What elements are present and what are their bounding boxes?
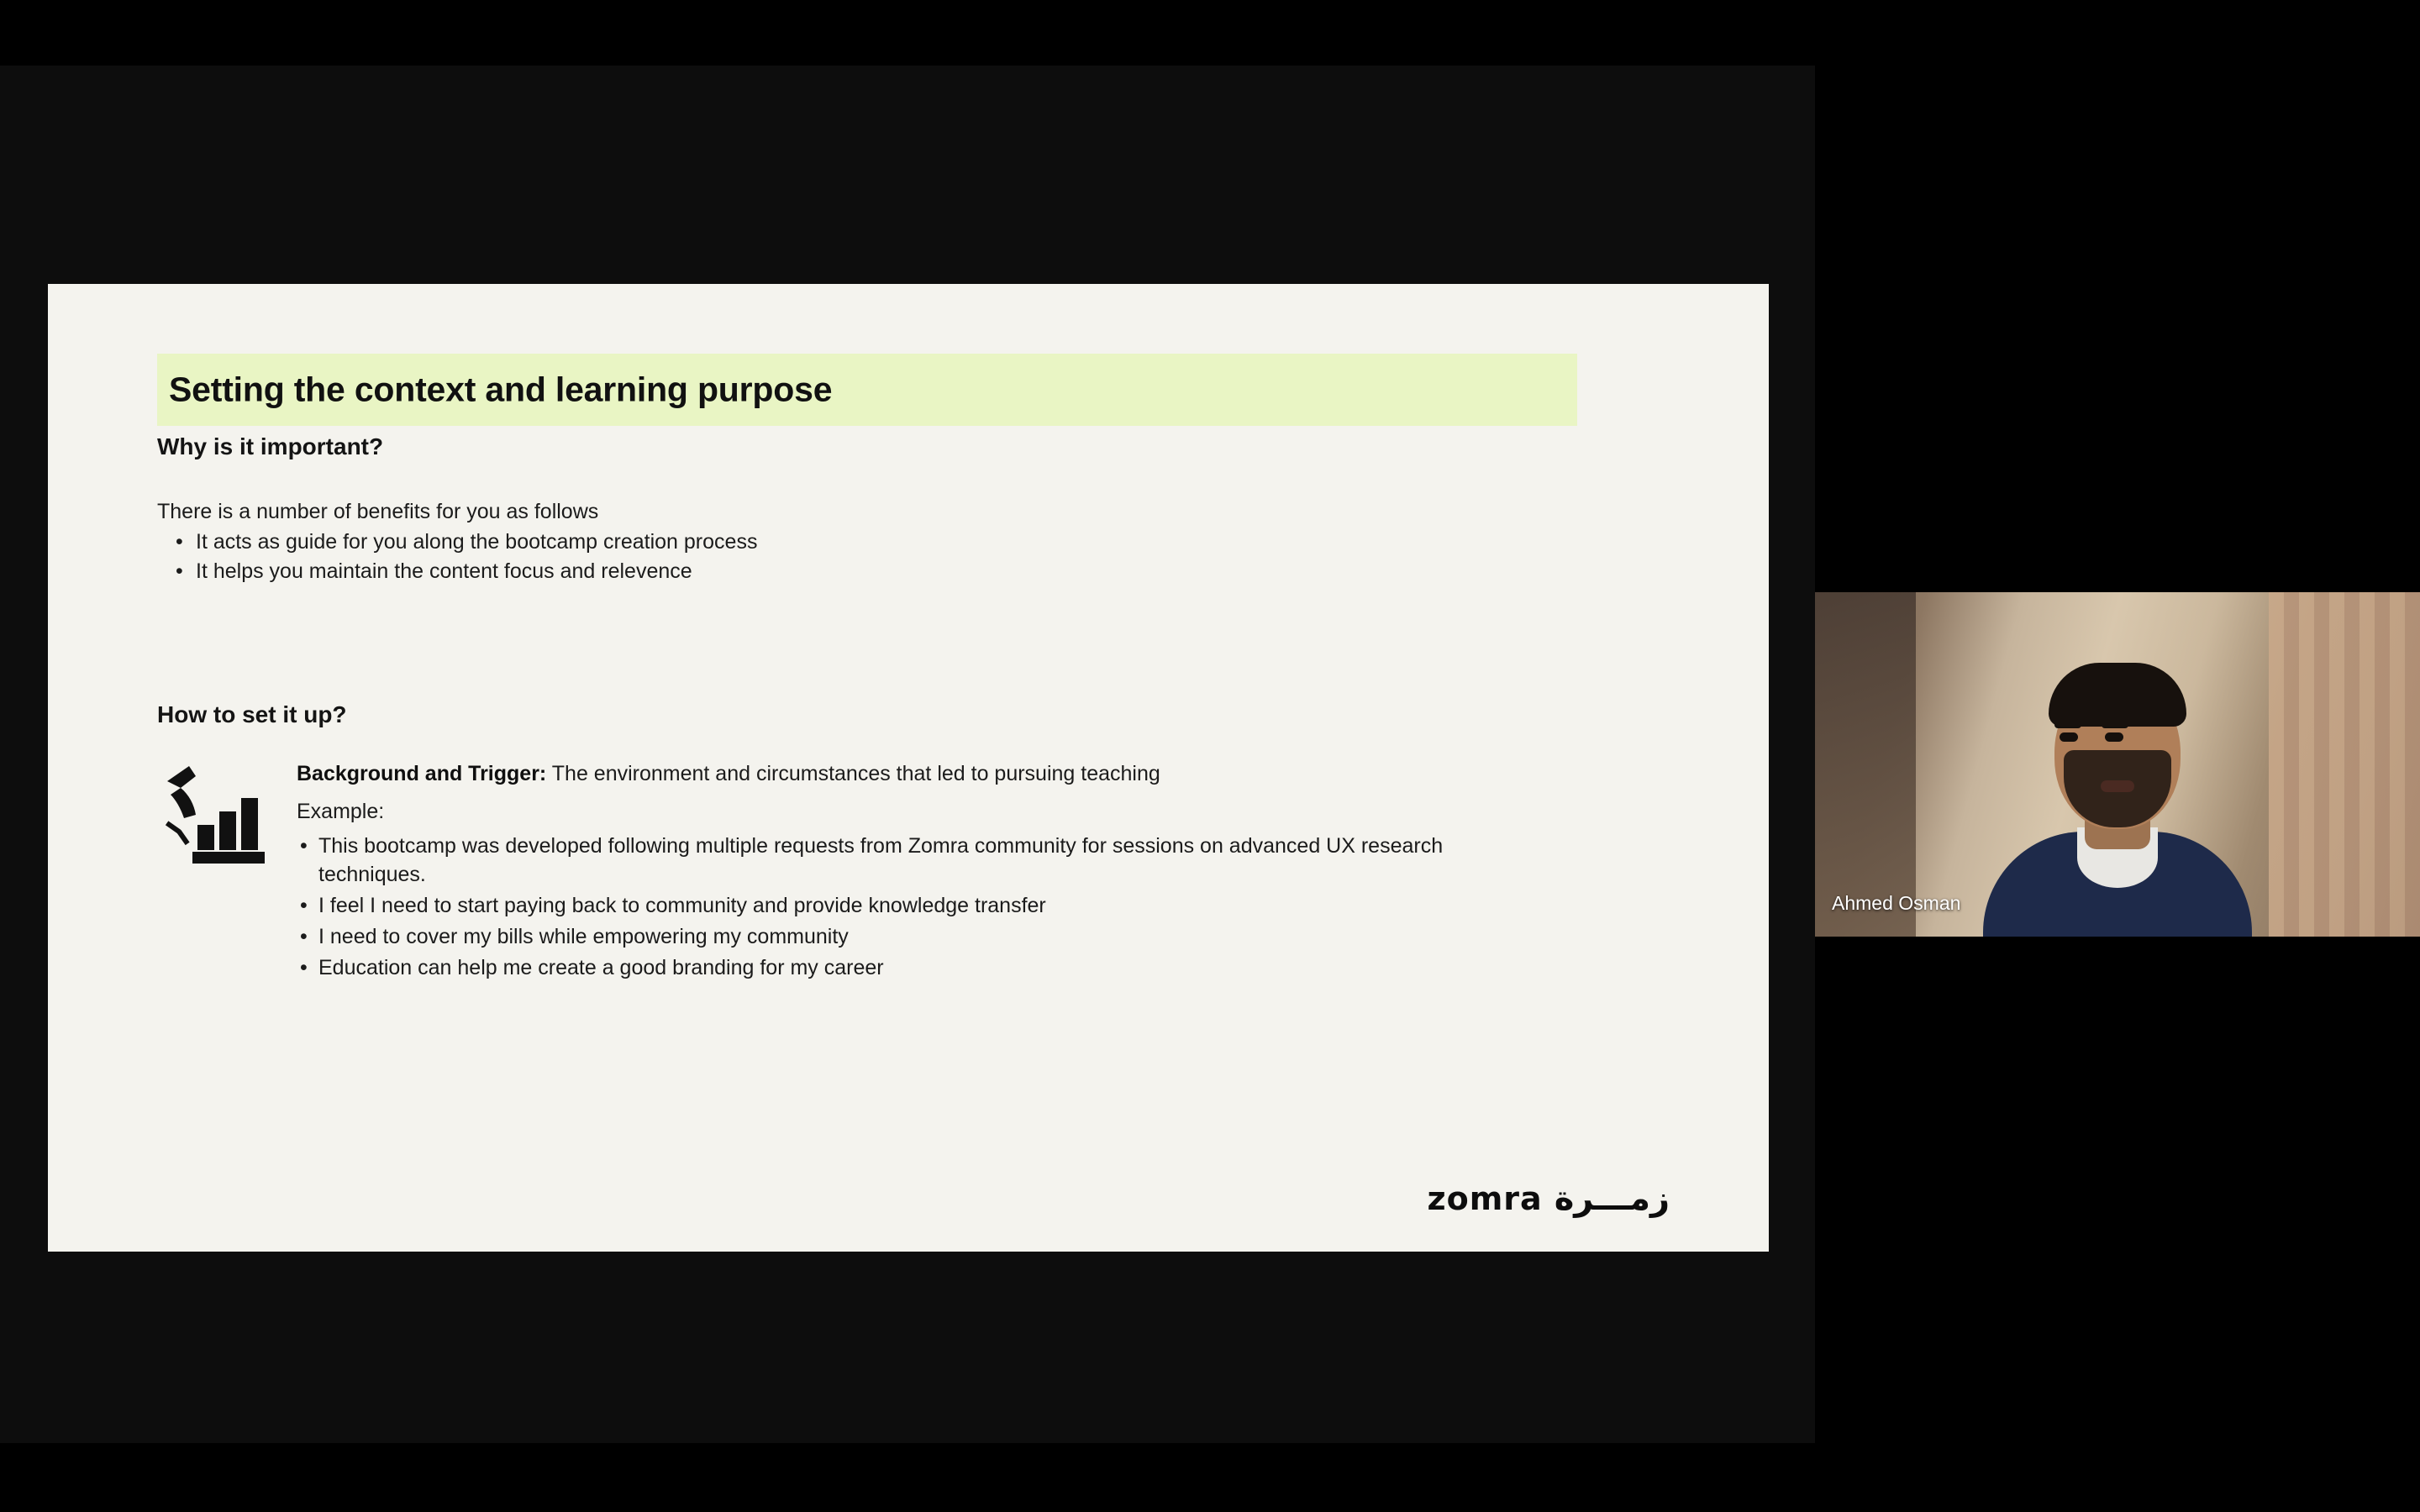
section-heading-how: How to set it up? [157, 701, 347, 727]
logo-arabic-text: زمـــرة [1554, 1179, 1670, 1218]
how-to-content-block [297, 759, 1515, 984]
participant-hair [2049, 663, 2186, 727]
zomra-logo [1427, 1179, 1670, 1218]
participant-figure [1979, 685, 2256, 937]
list-item: • It helps you maintain the content focus and relevence [176, 557, 757, 585]
section-heading-why: Why is it important? [157, 433, 384, 459]
background-trigger-text: The environment and circumstances that led to pursuing teaching [551, 762, 1160, 785]
list-item: • I need to cover my bills while empowering my community [297, 922, 1515, 951]
background-trigger-label: Background and Trigger: [297, 762, 547, 785]
participant-eye-left [2060, 732, 2078, 742]
list-item: • This bootcamp was developed following multiple requests from Zomra community for sessions on advanced UX research techniques. [297, 832, 1515, 889]
video-curtain [2269, 592, 2420, 937]
intro-line: There is a number of benefits for you as follows [157, 500, 599, 523]
logo-latin-text: zomra [1427, 1180, 1543, 1217]
slide-title: Setting the context and learning purpose [169, 370, 833, 409]
participant-eye-right [2105, 732, 2123, 742]
presentation-slide [48, 284, 1769, 1252]
why-bullet-list [176, 528, 757, 586]
hand-pointing-bar-chart-icon [164, 763, 265, 872]
example-bullet-list [297, 832, 1515, 982]
participant-video-tile[interactable] [1815, 592, 2420, 937]
participant-mouth [2101, 780, 2134, 792]
participant-name-label: Ahmed Osman [1832, 892, 1961, 914]
example-label: Example: [297, 800, 385, 823]
list-item: • Education can help me create a good branding for my career [297, 953, 1515, 982]
list-item: • I feel I need to start paying back to community and provide knowledge transfer [297, 891, 1515, 920]
list-item: • It acts as guide for you along the bootcamp creation process [176, 528, 757, 556]
shared-screen-region [0, 66, 1815, 1443]
background-trigger-line [297, 759, 1515, 789]
video-wall-strip [1815, 592, 1916, 937]
slide-title-highlight-band [157, 354, 1577, 426]
